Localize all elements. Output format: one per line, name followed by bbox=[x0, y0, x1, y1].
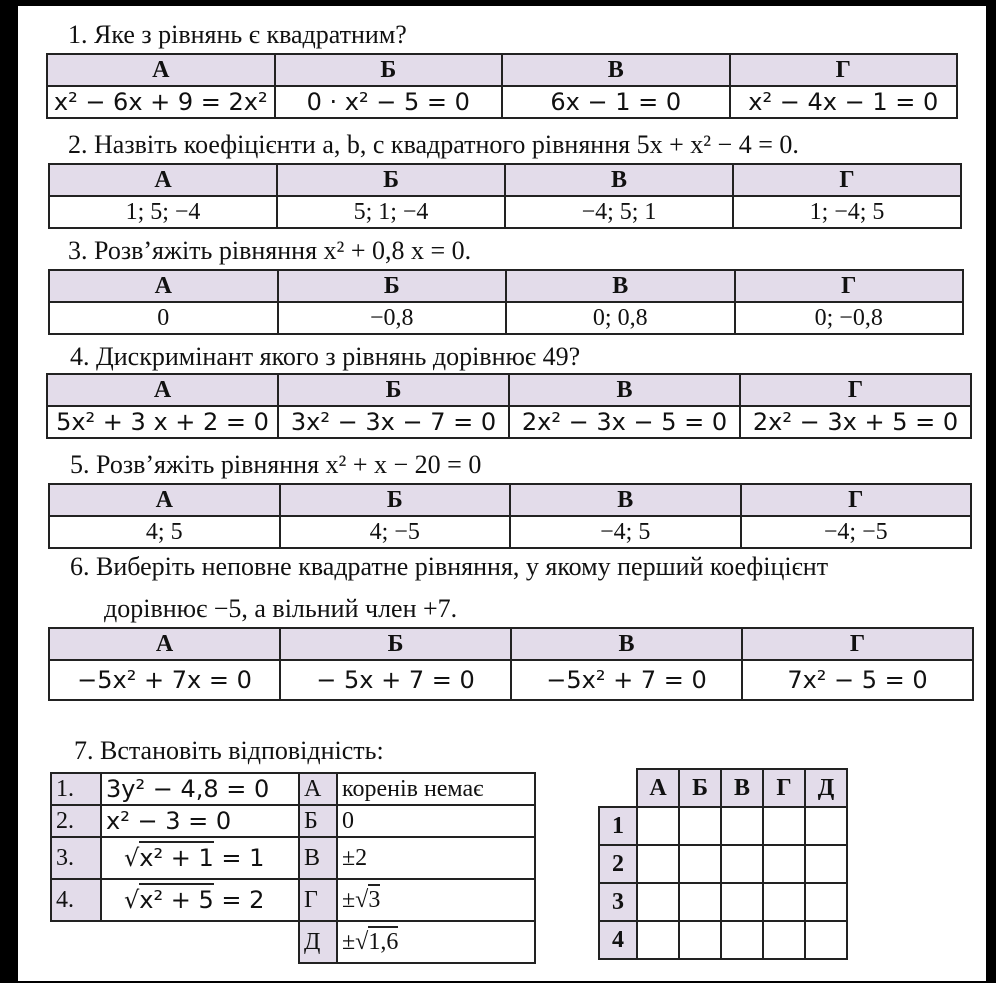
grid-row-header: 1 bbox=[599, 807, 637, 845]
question-4-options bbox=[46, 373, 972, 439]
option-letter: Б bbox=[277, 164, 505, 196]
question-5-options bbox=[48, 483, 972, 549]
option-letter: В bbox=[506, 270, 735, 302]
option-value[interactable]: −5x² + 7 = 0 bbox=[511, 660, 742, 700]
option-letter: Б bbox=[278, 374, 509, 406]
grid-row-header: 2 bbox=[599, 845, 637, 883]
grid-cell[interactable] bbox=[763, 807, 805, 845]
question-1-title: 1. Яке з рівнянь є квадратним? bbox=[68, 20, 407, 49]
grid-cell[interactable] bbox=[805, 921, 847, 959]
grid-column-header: В bbox=[721, 769, 763, 807]
option-value[interactable]: x² − 4x − 1 = 0 bbox=[730, 86, 958, 118]
grid-column-header: Б bbox=[679, 769, 721, 807]
grid-cell[interactable] bbox=[637, 845, 679, 883]
equation-radicand: x² + 1 bbox=[139, 841, 213, 872]
answer-letter: В bbox=[299, 837, 337, 879]
option-letter: А bbox=[47, 374, 278, 406]
question-7-title: 7. Встановіть відповідність: bbox=[74, 736, 384, 765]
option-letter: В bbox=[511, 628, 742, 660]
answer-text: ±2 bbox=[337, 837, 535, 879]
grid-cell[interactable] bbox=[721, 883, 763, 921]
option-value[interactable]: 0 · x² − 5 = 0 bbox=[275, 86, 503, 118]
question-3-title: 3. Розв’яжіть рівняння x² + 0,8 x = 0. bbox=[68, 236, 472, 265]
equation: 3y² − 4,8 = 0 bbox=[101, 773, 301, 805]
question-2-title: 2. Назвіть коефіцієнти a, b, c квадратного рівняння 5x + x² − 4 = 0. bbox=[68, 130, 799, 159]
answer-letter: Б bbox=[299, 805, 337, 837]
answer-letter: Д bbox=[299, 921, 337, 963]
option-value[interactable]: 7x² − 5 = 0 bbox=[742, 660, 973, 700]
grid-cell[interactable] bbox=[637, 807, 679, 845]
grid-column-header: Д bbox=[805, 769, 847, 807]
option-value[interactable]: x² − 6x + 9 = 2x² bbox=[47, 86, 275, 118]
option-value[interactable]: −4; 5; 1 bbox=[505, 196, 733, 228]
grid-cell[interactable] bbox=[637, 921, 679, 959]
equation-number: 4. bbox=[51, 879, 101, 921]
question-6-options bbox=[48, 627, 974, 701]
grid-cell[interactable] bbox=[805, 845, 847, 883]
option-value[interactable]: − 5x + 7 = 0 bbox=[280, 660, 511, 700]
option-value[interactable]: −4; −5 bbox=[741, 516, 972, 548]
matching-answers-table bbox=[298, 772, 536, 964]
option-letter: А bbox=[49, 484, 280, 516]
option-value[interactable]: 0; −0,8 bbox=[735, 302, 964, 334]
grid-row-header: 4 bbox=[599, 921, 637, 959]
option-value[interactable]: 1; −4; 5 bbox=[733, 196, 961, 228]
option-letter: В bbox=[502, 54, 730, 86]
grid-cell[interactable] bbox=[721, 921, 763, 959]
option-letter: Г bbox=[740, 374, 971, 406]
equation-rest: = 1 bbox=[213, 844, 265, 872]
matching-equations-table bbox=[50, 772, 302, 922]
worksheet bbox=[18, 6, 986, 981]
option-letter: Г bbox=[733, 164, 961, 196]
option-letter: В bbox=[505, 164, 733, 196]
option-value[interactable]: 5x² + 3 x + 2 = 0 bbox=[47, 406, 278, 438]
option-value[interactable]: 3x² − 3x − 7 = 0 bbox=[278, 406, 509, 438]
equation-number: 1. bbox=[51, 773, 101, 805]
question-5-title: 5. Розв’яжіть рівняння x² + x − 20 = 0 bbox=[70, 450, 482, 479]
option-value[interactable]: 5; 1; −4 bbox=[277, 196, 505, 228]
answer-text: коренів немає bbox=[337, 773, 535, 805]
option-letter: В bbox=[510, 484, 741, 516]
grid-corner bbox=[599, 769, 637, 807]
option-letter: А bbox=[49, 270, 278, 302]
equation-radicand: x² + 5 bbox=[139, 883, 213, 914]
option-letter: Б bbox=[280, 484, 511, 516]
option-value[interactable]: 4; 5 bbox=[49, 516, 280, 548]
option-value[interactable]: 1; 5; −4 bbox=[49, 196, 277, 228]
question-2-options bbox=[48, 163, 962, 229]
option-value[interactable]: 2x² − 3x − 5 = 0 bbox=[509, 406, 740, 438]
grid-cell[interactable] bbox=[721, 845, 763, 883]
option-letter: В bbox=[509, 374, 740, 406]
equation: √x² + 5 = 2 bbox=[101, 879, 301, 921]
grid-cell[interactable] bbox=[763, 845, 805, 883]
answer-grid bbox=[598, 768, 848, 960]
grid-cell[interactable] bbox=[763, 883, 805, 921]
option-value[interactable]: 2x² − 3x + 5 = 0 bbox=[740, 406, 971, 438]
option-value[interactable]: −4; 5 bbox=[510, 516, 741, 548]
option-letter: Б bbox=[278, 270, 507, 302]
option-letter: А bbox=[47, 54, 275, 86]
grid-cell[interactable] bbox=[679, 807, 721, 845]
grid-column-header: А bbox=[637, 769, 679, 807]
option-letter: А bbox=[49, 164, 277, 196]
grid-cell[interactable] bbox=[679, 845, 721, 883]
answer-text: ±√3 bbox=[337, 879, 535, 921]
option-value[interactable]: −0,8 bbox=[278, 302, 507, 334]
grid-cell[interactable] bbox=[805, 883, 847, 921]
option-letter: Г bbox=[742, 628, 973, 660]
equation-rest: = 2 bbox=[213, 886, 265, 914]
option-letter: Б bbox=[280, 628, 511, 660]
option-letter: Б bbox=[275, 54, 503, 86]
grid-column-header: Г bbox=[763, 769, 805, 807]
option-value[interactable]: 4; −5 bbox=[280, 516, 511, 548]
answer-text: 0 bbox=[337, 805, 535, 837]
question-6-title-line1: 6. Виберіть неповне квадратне рівняння, у якому перший коефіцієнт bbox=[70, 552, 829, 581]
option-letter: А bbox=[49, 628, 280, 660]
grid-cell[interactable] bbox=[679, 883, 721, 921]
option-value[interactable]: 6x − 1 = 0 bbox=[502, 86, 730, 118]
question-1-options bbox=[46, 53, 958, 119]
answer-radicand: 1,6 bbox=[368, 926, 398, 955]
question-4-title: 4. Дискримінант якого з рівнянь дорівнює 49? bbox=[70, 342, 581, 371]
equation: √x² + 1 = 1 bbox=[101, 837, 301, 879]
answer-text: ±√1,6 bbox=[337, 921, 535, 963]
grid-cell[interactable] bbox=[721, 807, 763, 845]
answer-prefix: ± bbox=[342, 928, 356, 955]
option-letter: Г bbox=[730, 54, 958, 86]
question-6-title-line2: дорівнює −5, а вільний член +7. bbox=[104, 594, 458, 623]
equation: x² − 3 = 0 bbox=[101, 805, 301, 837]
answer-letter: Г bbox=[299, 879, 337, 921]
option-letter: Г bbox=[735, 270, 964, 302]
grid-cell[interactable] bbox=[637, 883, 679, 921]
option-letter: Г bbox=[741, 484, 972, 516]
equation-number: 3. bbox=[51, 837, 101, 879]
answer-radicand: 3 bbox=[368, 884, 380, 913]
answer-prefix: ± bbox=[342, 886, 356, 913]
option-value[interactable]: 0 bbox=[49, 302, 278, 334]
equation-number: 2. bbox=[51, 805, 101, 837]
question-3-options bbox=[48, 269, 964, 335]
grid-row-header: 3 bbox=[599, 883, 637, 921]
grid-cell[interactable] bbox=[805, 807, 847, 845]
answer-letter: А bbox=[299, 773, 337, 805]
option-value[interactable]: −5x² + 7x = 0 bbox=[49, 660, 280, 700]
grid-cell[interactable] bbox=[679, 921, 721, 959]
option-value[interactable]: 0; 0,8 bbox=[506, 302, 735, 334]
grid-cell[interactable] bbox=[763, 921, 805, 959]
